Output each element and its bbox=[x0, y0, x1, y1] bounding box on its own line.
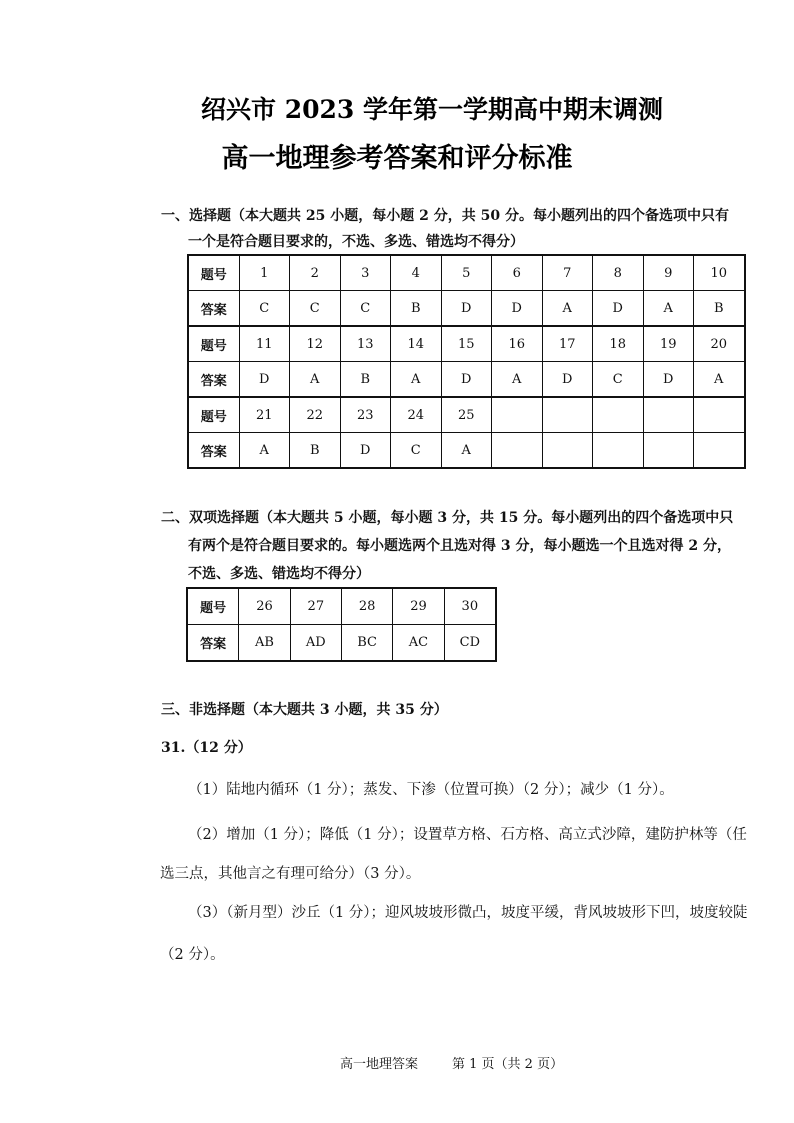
answer-value: AD bbox=[290, 625, 341, 662]
question-number: 10 bbox=[694, 255, 745, 291]
question-number: 30 bbox=[444, 588, 496, 625]
question-number: 25 bbox=[441, 397, 492, 433]
question-number: 11 bbox=[239, 326, 290, 362]
answer-value: B bbox=[290, 433, 341, 469]
question-number: 1 bbox=[239, 255, 290, 291]
question-number: 6 bbox=[492, 255, 543, 291]
question-number bbox=[593, 397, 644, 433]
answer-value bbox=[694, 433, 745, 469]
answer-value: C bbox=[340, 291, 391, 327]
answer-label: 答案 bbox=[188, 291, 239, 327]
question-label: 题号 bbox=[188, 255, 239, 291]
section3-heading: 三、非选择题（本大题共 3 小题，共 35 分） bbox=[161, 702, 448, 718]
question-number: 8 bbox=[593, 255, 644, 291]
page-title: 绍兴市 2023 学年第一学期高中期末调测 bbox=[201, 95, 663, 124]
question-number: 19 bbox=[643, 326, 694, 362]
answer-value: AB bbox=[239, 625, 290, 662]
answer-value: D bbox=[593, 291, 644, 327]
question-number: 20 bbox=[694, 326, 745, 362]
question-number: 15 bbox=[441, 326, 492, 362]
question-number: 26 bbox=[239, 588, 290, 625]
table-row bbox=[188, 433, 745, 469]
answer-value: A bbox=[694, 362, 745, 398]
answer-value bbox=[492, 433, 543, 469]
answer-label: 答案 bbox=[188, 362, 239, 398]
answer-value: C bbox=[290, 291, 341, 327]
question-number: 28 bbox=[341, 588, 392, 625]
question-number: 12 bbox=[290, 326, 341, 362]
question-number: 18 bbox=[593, 326, 644, 362]
footer-page-number: 第 1 页（共 2 页） bbox=[452, 1057, 564, 1072]
answer-value: B bbox=[694, 291, 745, 327]
q31-part2-line2: 选三点，其他言之有理可给分）（3 分）。 bbox=[160, 866, 421, 882]
answer-value bbox=[643, 433, 694, 469]
section2-heading-line2: 有两个是符合题目要求的。每小题选两个且选对得 3 分，每小题选一个且选对得 2 分， bbox=[188, 538, 731, 554]
answer-label: 答案 bbox=[187, 625, 239, 662]
table-row bbox=[188, 326, 745, 362]
question-number bbox=[492, 397, 543, 433]
answer-value: A bbox=[391, 362, 442, 398]
answer-value: A bbox=[290, 362, 341, 398]
answer-label: 答案 bbox=[188, 433, 239, 469]
answer-value: D bbox=[441, 291, 492, 327]
question-number: 23 bbox=[340, 397, 391, 433]
section2-heading-line3: 不选、多选、错选均不得分） bbox=[188, 566, 370, 582]
question-number: 29 bbox=[393, 588, 444, 625]
question-number: 5 bbox=[441, 255, 492, 291]
q31-part3-line2: （2 分）。 bbox=[160, 947, 225, 963]
answer-value: A bbox=[542, 291, 593, 327]
table-row bbox=[188, 397, 745, 433]
table-row bbox=[188, 291, 745, 327]
answer-value: D bbox=[441, 362, 492, 398]
question-number: 2 bbox=[290, 255, 341, 291]
answer-value: D bbox=[340, 433, 391, 469]
q31-part3-line1: （3）（新月型）沙丘（1 分）；迎风坡坡形微凸，坡度平缓，背风坡坡形下凹，坡度较陡 bbox=[188, 905, 748, 921]
answer-value: AC bbox=[393, 625, 444, 662]
question-number: 13 bbox=[340, 326, 391, 362]
question-number bbox=[643, 397, 694, 433]
section1-heading-line2: 一个是符合题目要求的，不选、多选、错选均不得分） bbox=[188, 234, 524, 250]
answer-value: D bbox=[239, 362, 290, 398]
answer-value: A bbox=[239, 433, 290, 469]
question-number: 3 bbox=[340, 255, 391, 291]
answer-value: C bbox=[593, 362, 644, 398]
answer-value: D bbox=[492, 291, 543, 327]
question-number: 4 bbox=[391, 255, 442, 291]
answer-value: BC bbox=[341, 625, 392, 662]
question-number: 21 bbox=[239, 397, 290, 433]
answer-value: B bbox=[340, 362, 391, 398]
answer-value: A bbox=[492, 362, 543, 398]
question-number bbox=[542, 397, 593, 433]
double-choice-answer-table bbox=[186, 587, 497, 662]
footer-subject: 高一地理答案 bbox=[340, 1057, 419, 1072]
question-number: 16 bbox=[492, 326, 543, 362]
table-row bbox=[187, 625, 496, 662]
question-number: 24 bbox=[391, 397, 442, 433]
table-row bbox=[188, 255, 745, 291]
answer-value: D bbox=[542, 362, 593, 398]
answer-value: C bbox=[391, 433, 442, 469]
question-number bbox=[694, 397, 745, 433]
table-row bbox=[187, 588, 496, 625]
question-31-label: 31.（12 分） bbox=[161, 740, 252, 756]
answer-value: B bbox=[391, 291, 442, 327]
answer-value: D bbox=[643, 362, 694, 398]
question-number: 17 bbox=[542, 326, 593, 362]
question-number: 22 bbox=[290, 397, 341, 433]
question-number: 27 bbox=[290, 588, 341, 625]
table-row bbox=[188, 362, 745, 398]
page-subtitle: 高一地理参考答案和评分标准 bbox=[221, 143, 573, 174]
q31-part1: （1）陆地内循环（1 分）；蒸发、下渗（位置可换）（2 分）；减少（1 分）。 bbox=[188, 782, 674, 798]
q31-part2-line1: （2）增加（1 分）；降低（1 分）；设置草方格、石方格、高立式沙障，建防护林等（任 bbox=[188, 827, 747, 843]
question-number: 9 bbox=[643, 255, 694, 291]
question-number: 14 bbox=[391, 326, 442, 362]
choice-answer-table bbox=[187, 254, 746, 469]
section2-heading-line1: 二、双项选择题（本大题共 5 小题，每小题 3 分，共 15 分。每小题列出的四个备选项中只 bbox=[161, 510, 734, 526]
answer-value bbox=[593, 433, 644, 469]
question-number: 7 bbox=[542, 255, 593, 291]
answer-value: CD bbox=[444, 625, 496, 662]
question-label: 题号 bbox=[187, 588, 239, 625]
answer-value: C bbox=[239, 291, 290, 327]
question-label: 题号 bbox=[188, 326, 239, 362]
answer-value bbox=[542, 433, 593, 469]
answer-value: A bbox=[441, 433, 492, 469]
question-label: 题号 bbox=[188, 397, 239, 433]
answer-value: A bbox=[643, 291, 694, 327]
section1-heading-line1: 一、选择题（本大题共 25 小题，每小题 2 分，共 50 分。每小题列出的四个备选项中只有 bbox=[161, 208, 729, 224]
